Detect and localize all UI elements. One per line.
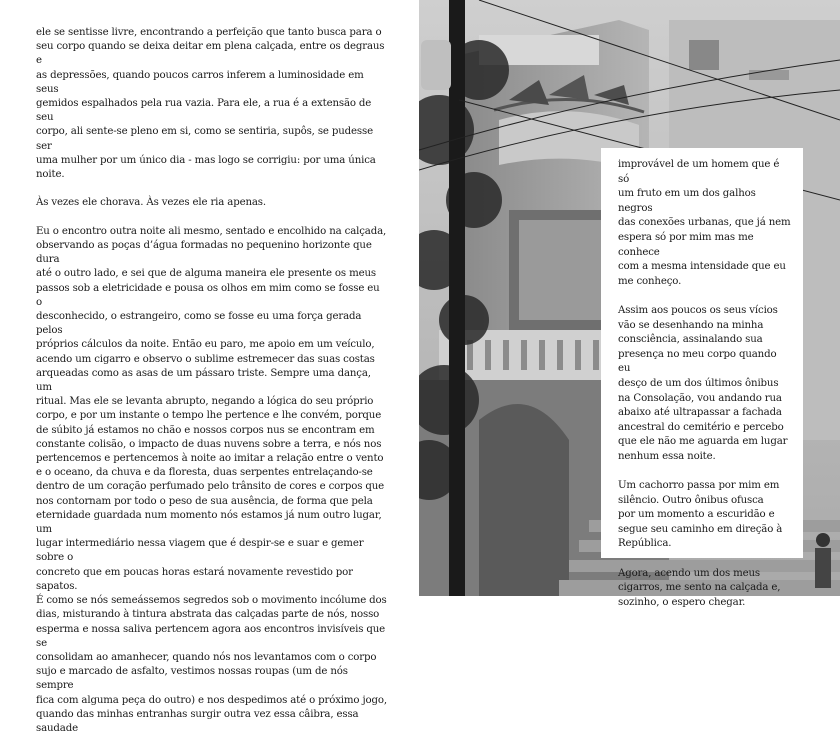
paragraph: Agora, acendo um dos meus cigarros, me sento na calçada e, sozinho, o espero chegar. [618, 567, 781, 608]
paragraph: Às vezes ele chorava. Às vezes ele ria apenas. [36, 197, 266, 209]
left-page [0, 0, 419, 734]
paragraph: Eu o encontro outra noite ali mesmo, sentado e encolhido na calçada, observando as poças d’água formadas no pequenino horizonte que dura até o outro lado, e sei que de alguma maneira ele presente os meus passos sob a eletricidade e pousa os olhos em mim como se fosse eu o desconhecido, o estrangeiro, como se fosse eu uma força gerada pelos próprios cálculos da noite. Então eu paro, me apoio em um veículo, acendo um cigarro e observo o sublime estremecer das suas costas arqueadas como as asas de um pássaro triste. Sempre uma dança, um ritual. Mas ele se levanta abrupto, negando a lógica do seu próprio corpo, e por um instante o tempo lhe pertence e lhe convém, porque de súbito já estamos no chão e nossos corpos nus se encontram em constante colisão, o impacto de duas nuvens sobre a terra, e nós nos pertencemos e pertencemos à noite ao imitar a relação entre o vento e o oceano, da chuva e da floresta, duas serpentes entrelaçando-se dentro de um coração perfumado pelo trânsito de cores e corpos que nos contornam por todo o peso de sua ausência, de forma que pela eternidade guardada num momento nós estamos já num outro lugar, um lugar intermediário nessa viagem que é despir-se e suar e gemer sobre o concreto que em poucas horas estará novamente revestido por sapatos. É como se nós semeássemos segredos sob o movimento incólume dos dias, misturando à tintura abstrata das calçadas parte de nós, nosso esperma e nossa saliva pertencem agora aos encontros invisíveis que se consolidam ao amanhecer, quando nós nos levantamos com o corpo sujo e marcado de asfalto, vestimos nossas roupas (um de nós sempre fica com alguma peça do outro) e nos despedimos até o próximo jogo, quando das minhas entranhas surgir outra vez essa câibra, essa saudade [36, 225, 387, 734]
photo-caption-box [601, 148, 803, 608]
paragraph: improvável de um homem que é só um fruto em um dos galhos negros das conexões urbanas, que já nem espera só por mim mas me conhece com a mesma intensidade que eu me conheço. [618, 159, 791, 287]
paragraph: Um cachorro passa por mim em silêncio. Outro ônibus ofusca por um momento a escuridão e segue seu caminho em direção à República. [618, 480, 783, 550]
paragraph: ele se sentisse livre, encontrando a perfeição que tanto busca para o seu corpo quando se deixa deitar em plena calçada, entre os degraus e as depressões, quando poucos carros inferem a luminosidade em seus gemidos espalhados pela rua vazia. Para ele, a rua é a extensão de seu corpo, ali sente-se pleno em si, como se sentiria, supôs, se pudesse ser uma mulher por um único dia - mas logo se corrigiu: por uma única noite. [36, 27, 385, 181]
paragraph: Assim aos poucos os seus vícios vão se desenhando na minha consciência, assinalando sua presença no meu corpo quando eu desço de um dos últimos ônibus na Consolação, vou andando rua abaixo até ultrapassar a fachada ancestral do cemitério e percebo que ele não me aguarda em lugar nenhum essa noite. [618, 304, 788, 462]
left-text-column [36, 26, 388, 750]
